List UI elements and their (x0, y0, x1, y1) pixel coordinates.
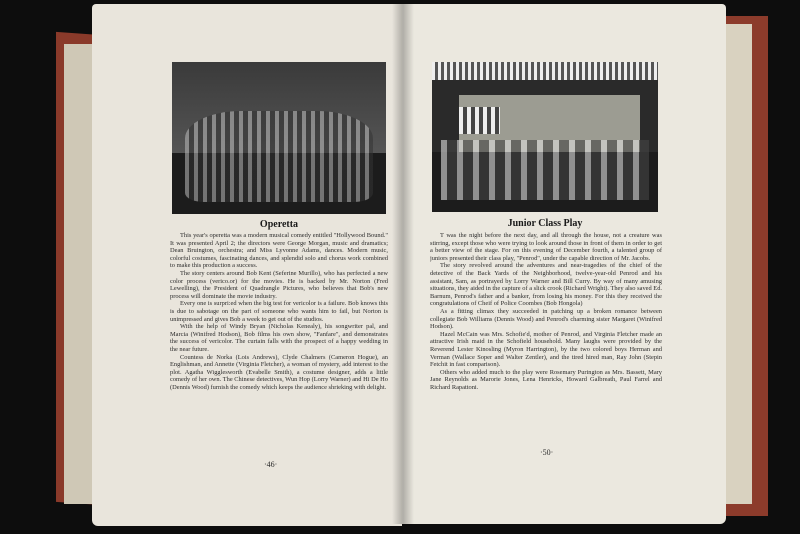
book-gutter (392, 4, 414, 524)
paragraph: Countess de Norka (Lois Andrews), Clyde Chalmers (Cameron Hogue), an Englishman, and Annette (Virginia Fletcher), a woman of mystery, add interest to the plot. Agatha Wigglesworth (Evabelle Smith), a costume designer, adds a little comedy of her own. The Chinese detectives, Wun Hop (Lorry Warner) and Hi De Ho (Dennis Wood) furnish the comedy which keeps the audience shrieking with delight. (170, 353, 388, 391)
junior-class-play-caption: Junior Class Play (507, 218, 583, 229)
junior-class-play-article (430, 232, 662, 428)
paragraph: With the help of Windy Bryan (Nicholas Kenealy), his songwriter pal, and Marcia (Winifred Hodson), Bob films his own show, "Fanfare", and demonstrates the success of vericolor. The curtain falls with the prospect of a happy wedding in the near future. (170, 323, 388, 353)
paragraph: Every one is surpri:ed when the big test for vericolor is a failure. Bob knows this is due to sabotage on the part of someone who wants him to fail, but Norton is unimpressed and gives Bob a week to get out of the studios. (170, 300, 388, 323)
right-page (402, 4, 726, 524)
paragraph: As a fitting climax they succeeded in patching up a broken romance between collegiate Bob Williams (Dennis Wood) and Penrod's charming sister Margaret (Winifred Hodson). (430, 307, 662, 331)
paragraph: T was the night before the next day, and all through the house, not a creature was stirring, except those who were trying to look around those in front of them in order to get a better view of the stage. For on this evening of December fourth, a talented group of juniors presented their class play, "Penrod", under the capable direction of Mr. Jacobs. (430, 232, 662, 262)
paragraph: The story centers around Bob Kent (Seferine Murillo), who has perfected a new color process (verico.or) for the movies. He is backed by Mr. Norton (Fred Lewelling), the President of Quadrangle Pictures, who believes that Bob's new process will dominate the movie industry. (170, 269, 388, 300)
paragraph: The story revolved around the adventures and near-tragedies of the chief of the detective of the Back Yards of the Neighborhood, twelve-year-old Penrod and his assistant, Sam, as portrayed by Lorry Warner and Bill Curry. By way of many amusing situations, they aided in the capture of a slick crook (Richard Wright). They also saved Ed. Barnum, Penrod's father and a banker, from losing his money. For this they received the congratulations of Cheif of Police Coombes (Bob Hongola) (430, 262, 662, 308)
paragraph: This year's operetta was a modern musical comedy entitled "Hollywood Bound." It was presented April 2; the directors were George Morgan, music and dramatics; Dean Bruington, orchestra; and Miss Lyvonne Adams, dances. Modern music, colorful costumes, fascinating dances, and splendid solo and chorus work combined to make this production a success. (170, 232, 388, 270)
page-number-right: ·50· (540, 448, 554, 457)
page-number-left: ·46· (264, 460, 278, 469)
operetta-caption: Operetta (259, 219, 299, 230)
operetta-article (170, 232, 388, 432)
paragraph: Others who added much to the play were Rosemary Purington as Mrs. Bassett, Mary Jane Reynolds as Marorie Jones, Lena Henricks, Howard Galbreath, Paul Farrel and Richard Rapattoni. (430, 368, 662, 391)
operetta-photo (172, 62, 386, 214)
paragraph: Hazel McCain was Mrs. Schofie'd, mother of Penrod, and Virginia Fletcher made an attractive Irish maid in the Schofield household. Many laughs were provided by the Reverend Lester Kinosling (Myron Harrington), by the two colored boys Herman and Verman (Wallace Soper and Walter Zentler), and the tired hired man, Ray John (Stepin Fetchit in fast comparison). (430, 330, 662, 369)
junior-class-play-photo (432, 62, 658, 212)
left-page (92, 4, 402, 526)
